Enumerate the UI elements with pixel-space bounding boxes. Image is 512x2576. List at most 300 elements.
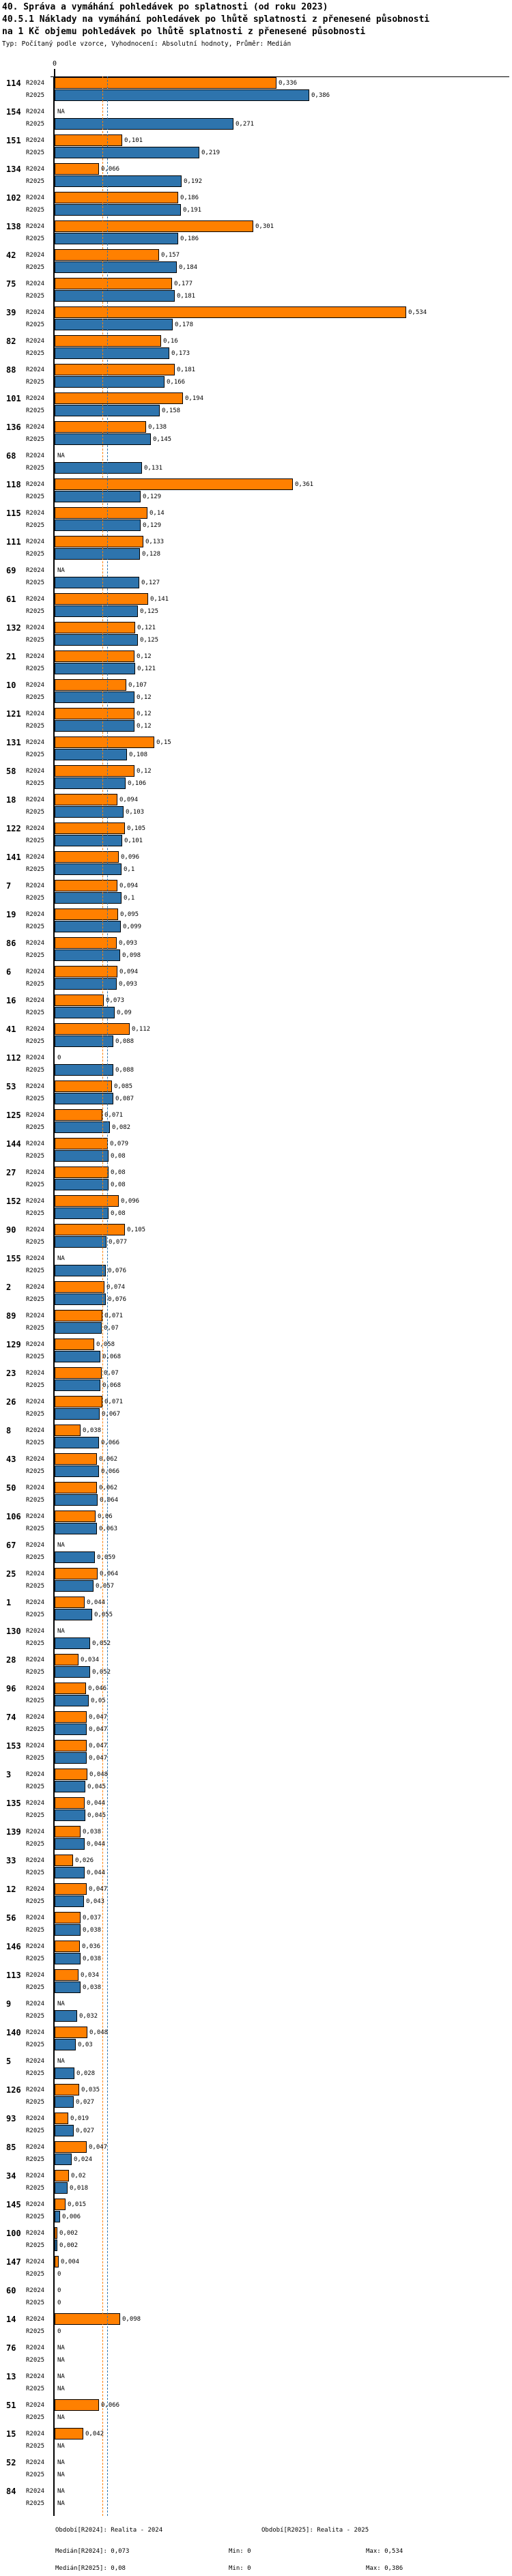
bar-r2024 (55, 1912, 81, 1923)
series-label: R2025 (26, 2070, 45, 2077)
category-label: 6 (6, 967, 12, 977)
bar-r2025 (55, 1637, 90, 1649)
value-label: 0,038 (83, 1984, 102, 1991)
max-r2025: Max: 0,386 (366, 2565, 403, 2572)
value-label: 0,068 (102, 1382, 122, 1389)
category-label: 106 (6, 1512, 21, 1521)
category-label: 152 (6, 1197, 21, 1206)
series-label: R2024 (26, 1370, 45, 1377)
series-label: R2024 (26, 2029, 45, 2036)
category-label: 12 (6, 1885, 16, 1894)
value-label: 0,063 (99, 1526, 118, 1532)
series-label: R2025 (26, 2328, 45, 2335)
value-label: 0,094 (119, 797, 139, 803)
series-label: R2024 (26, 2001, 45, 2007)
value-label: 0,108 (129, 752, 148, 758)
value-label: 0,038 (83, 1427, 102, 1434)
series-label: R2024 (26, 911, 45, 918)
value-label: 0,12 (137, 694, 152, 701)
bar-r2025 (55, 2153, 72, 2165)
category-label: 86 (6, 939, 16, 948)
series-label: R2025 (26, 809, 45, 816)
series-label: R2024 (26, 2287, 45, 2294)
bar-r2025 (55, 233, 178, 244)
value-label: 0,002 (59, 2242, 79, 2249)
bar-r2024 (55, 478, 293, 490)
value-label: 0,08 (111, 1182, 126, 1188)
category-label: 139 (6, 1827, 21, 1837)
bar-r2025 (55, 1924, 81, 1936)
value-label: 0,045 (87, 1784, 106, 1790)
bar-r2024 (55, 1425, 81, 1436)
bar-r2025 (55, 1695, 89, 1706)
category-label: 39 (6, 308, 16, 317)
series-label: R2025 (26, 1898, 45, 1905)
value-label: 0,194 (185, 395, 204, 402)
bar-r2024 (55, 421, 146, 433)
bar-r2025 (55, 319, 173, 330)
series-label: R2024 (26, 1685, 45, 1692)
category-label: 138 (6, 222, 21, 231)
bar-r2024 (55, 908, 118, 920)
value-label: 0,106 (128, 780, 147, 787)
value-label: 0,036 (82, 1943, 101, 1950)
series-label: R2025 (26, 1812, 45, 1819)
series-label: R2024 (26, 2402, 45, 2409)
bar-r2025 (55, 147, 199, 158)
series-label: R2025 (26, 666, 45, 672)
category-label: 3 (6, 1770, 12, 1779)
category-label: 61 (6, 595, 16, 604)
series-label: R2025 (26, 350, 45, 357)
series-label: R2025 (26, 207, 45, 214)
value-label: 0,386 (311, 92, 330, 99)
series-label: R2025 (26, 2357, 45, 2364)
bar-r2024 (55, 1941, 80, 1952)
series-label: R2024 (26, 969, 45, 975)
value-label: 0,052 (92, 1640, 111, 1647)
series-label: R2025 (26, 1612, 45, 1618)
bar-r2025 (55, 1580, 94, 1592)
series-label: R2025 (26, 579, 45, 586)
series-label: R2025 (26, 981, 45, 988)
category-label: 5 (6, 2057, 12, 2066)
bar-r2025 (55, 1064, 113, 1076)
bar-r2024 (55, 1511, 96, 1522)
category-label: 69 (6, 566, 16, 575)
category-label: 151 (6, 136, 21, 145)
series-label: R2025 (26, 780, 45, 787)
series-label: R2024 (26, 1857, 45, 1864)
bar-r2025 (55, 663, 135, 674)
series-label: R2024 (26, 80, 45, 87)
bar-r2025 (55, 1494, 98, 1506)
value-label: 0,038 (83, 1829, 102, 1835)
category-label: 27 (6, 1168, 16, 1177)
bar-r2025 (55, 1523, 97, 1534)
bar-r2025 (55, 1322, 102, 1334)
category-label: 147 (6, 2257, 21, 2267)
bar-r2025 (55, 1179, 109, 1190)
series-label: R2024 (26, 1083, 45, 1090)
value-label: 0,015 (68, 2201, 87, 2208)
bar-r2025 (55, 1723, 87, 1735)
value-label: 0,096 (121, 854, 140, 861)
value-label: 0,076 (108, 1296, 127, 1303)
bar-r2025 (55, 1150, 109, 1162)
series-label: R2024 (26, 539, 45, 545)
value-label: 0,028 (76, 2070, 96, 2077)
value-label: 0,059 (97, 1554, 116, 1561)
series-label: R2024 (26, 854, 45, 861)
value-label: 0,138 (148, 424, 167, 431)
series-label: R2024 (26, 1657, 45, 1663)
series-label: R2025 (26, 522, 45, 529)
bar-r2024 (55, 1023, 130, 1035)
value-label: 0,08 (111, 1169, 126, 1176)
bar-r2024 (55, 1453, 97, 1465)
series-label: R2024 (26, 1628, 45, 1635)
series-label: R2024 (26, 2144, 45, 2151)
series-label: R2025 (26, 1268, 45, 1274)
value-label: 0,062 (99, 1456, 118, 1463)
category-label: 15 (6, 2429, 16, 2439)
chart-title-line2: 40.5.1 Náklady na vymáhání pohledávek po lhůtě splatnosti z přenesené působnosti (2, 14, 430, 25)
series-label: R2025 (26, 1927, 45, 1934)
value-label: 0,02 (71, 2173, 86, 2179)
category-label: 33 (6, 1856, 16, 1865)
series-label: R2024 (26, 309, 45, 316)
value-label: 0,037 (83, 1915, 102, 1921)
series-label: R2025 (26, 1182, 45, 1188)
category-label: 19 (6, 910, 16, 919)
series-label: R2024 (26, 137, 45, 144)
value-label: 0,08 (111, 1210, 126, 1217)
bar-r2025 (55, 491, 141, 502)
bar-r2024 (55, 1138, 108, 1149)
bar-r2024 (55, 278, 172, 289)
value-label: 0,047 (89, 1714, 108, 1721)
value-label: 0,038 (83, 1927, 102, 1934)
bar-r2024 (55, 994, 104, 1006)
bar-r2025 (55, 261, 177, 273)
series-label: R2025 (26, 1841, 45, 1848)
bar-r2025 (55, 1379, 100, 1391)
series-label: R2025 (26, 321, 45, 328)
series-label: R2024 (26, 682, 45, 689)
na-label: NA (57, 2472, 65, 2478)
series-label: R2025 (26, 924, 45, 930)
series-label: R2024 (26, 510, 45, 517)
value-label: 0,048 (89, 1771, 109, 1778)
series-label: R2024 (26, 2459, 45, 2466)
category-label: 21 (6, 652, 16, 661)
bar-r2024 (55, 1683, 86, 1694)
value-label: 0,076 (108, 1268, 127, 1274)
bar-r2025 (55, 1953, 81, 1964)
series-label: R2025 (26, 1296, 45, 1303)
bar-r2025 (55, 519, 141, 531)
value-label: 0,066 (101, 2402, 120, 2409)
value-label: 0 (57, 2328, 61, 2335)
category-label: 28 (6, 1655, 16, 1665)
series-label: R2024 (26, 1571, 45, 1577)
bar-r2024 (55, 507, 147, 519)
series-label: R2025 (26, 1526, 45, 1532)
category-label: 114 (6, 78, 21, 88)
category-label: 131 (6, 738, 21, 747)
value-label: 0,042 (85, 2431, 104, 2437)
bar-r2024 (55, 2084, 79, 2095)
bar-r2025 (55, 1609, 92, 1620)
value-label: 0,074 (106, 1284, 126, 1291)
series-label: R2025 (26, 2128, 45, 2134)
bar-r2025 (55, 1895, 84, 1907)
value-label: 0,06 (98, 1513, 113, 1520)
bar-r2025 (55, 2096, 74, 2108)
value-label: 0,12 (137, 653, 152, 660)
value-label: 0,044 (87, 1841, 106, 1848)
series-label: R2024 (26, 625, 45, 631)
value-label: 0,082 (112, 1124, 131, 1131)
category-label: 132 (6, 623, 21, 633)
series-label: R2024 (26, 481, 45, 488)
series-label: R2024 (26, 797, 45, 803)
value-label: 0,1 (124, 895, 135, 902)
category-label: 51 (6, 2401, 16, 2410)
value-label: 0,186 (180, 195, 199, 201)
series-label: R2025 (26, 1325, 45, 1332)
category-label: 9 (6, 1999, 12, 2009)
series-label: R2025 (26, 436, 45, 443)
series-label: R2024 (26, 2345, 45, 2351)
category-label: 26 (6, 1397, 16, 1407)
series-label: R2024 (26, 1341, 45, 1348)
value-label: 0,066 (101, 1440, 120, 1446)
series-label: R2024 (26, 997, 45, 1004)
category-label: 135 (6, 1799, 21, 1808)
value-label: 0,044 (87, 1599, 106, 1606)
bar-r2025 (55, 1981, 81, 1993)
series-label: R2025 (26, 2443, 45, 2450)
series-label: R2025 (26, 2271, 45, 2278)
bar-r2024 (55, 593, 148, 605)
series-label: R2024 (26, 252, 45, 259)
value-label: 0,085 (114, 1083, 133, 1090)
series-label: R2024 (26, 1313, 45, 1319)
category-label: 8 (6, 1426, 12, 1435)
value-label: 0,301 (255, 223, 274, 230)
bar-r2024 (55, 1339, 94, 1350)
bar-r2024 (55, 736, 154, 748)
value-label: 0,09 (117, 1010, 132, 1016)
series-label: R2025 (26, 1124, 45, 1131)
series-label: R2024 (26, 2230, 45, 2237)
series-label: R2024 (26, 1943, 45, 1950)
series-label: R2024 (26, 424, 45, 431)
series-label: R2025 (26, 1354, 45, 1360)
legend-item-r2025: Období[R2025]: Realita - 2025 (261, 2527, 369, 2534)
bar-r2024 (55, 392, 183, 404)
value-label: 0,048 (89, 2029, 109, 2036)
chart-subtitle: Typ: Počítaný podle vzorce, Vyhodnocení: Absolutní hodnoty, Průměr: Medián (2, 40, 291, 48)
bar-r2025 (55, 605, 138, 617)
category-label: 41 (6, 1025, 16, 1034)
series-label: R2025 (26, 293, 45, 300)
category-label: 52 (6, 2458, 16, 2467)
series-label: R2024 (26, 739, 45, 746)
category-label: 58 (6, 767, 16, 776)
bar-r2024 (55, 1597, 85, 1608)
category-label: 130 (6, 1627, 21, 1636)
category-label: 122 (6, 824, 21, 833)
series-label: R2024 (26, 1771, 45, 1778)
series-label: R2024 (26, 1886, 45, 1893)
value-label: 0,181 (177, 293, 196, 300)
bar-r2025 (55, 1007, 115, 1018)
na-label: NA (57, 2414, 65, 2421)
category-label: 113 (6, 1971, 21, 1980)
category-label: 2 (6, 1283, 12, 1292)
category-label: 67 (6, 1541, 16, 1550)
category-label: 101 (6, 394, 21, 403)
bar-r2025 (55, 2211, 60, 2222)
series-label: R2025 (26, 838, 45, 844)
value-label: 0,019 (70, 2115, 89, 2122)
category-label: 111 (6, 537, 21, 547)
value-label: 0 (57, 1055, 61, 1061)
value-label: 0,047 (89, 1886, 108, 1893)
category-label: 146 (6, 1942, 21, 1951)
series-label: R2024 (26, 1055, 45, 1061)
value-label: 0,125 (140, 608, 159, 615)
series-label: R2024 (26, 768, 45, 775)
series-label: R2025 (26, 1870, 45, 1876)
bar-r2024 (55, 1883, 87, 1895)
series-label: R2025 (26, 2300, 45, 2306)
value-label: 0,044 (87, 1870, 106, 1876)
value-label: 0,035 (81, 2087, 100, 2093)
bar-r2024 (55, 364, 175, 375)
value-label: 0,112 (132, 1026, 151, 1033)
value-label: 0,107 (128, 682, 147, 689)
value-label: 0,121 (137, 666, 156, 672)
bar-r2024 (55, 2113, 68, 2124)
category-label: 140 (6, 2028, 21, 2037)
category-label: 25 (6, 1569, 16, 1579)
value-label: 0 (57, 2300, 61, 2306)
category-label: 34 (6, 2171, 16, 2181)
bar-r2025 (55, 376, 165, 388)
value-label: 0,024 (74, 2156, 93, 2163)
axis-zero-tick-label: 0 (52, 60, 57, 68)
series-label: R2025 (26, 2156, 45, 2163)
series-label: R2024 (26, 367, 45, 373)
bar-r2024 (55, 2428, 83, 2439)
value-label: 0,043 (86, 1898, 105, 1905)
series-label: R2025 (26, 1411, 45, 1418)
value-label: 0,099 (123, 924, 142, 930)
series-label: R2024 (26, 223, 45, 230)
bar-r2025 (55, 175, 182, 187)
bar-r2024 (55, 2170, 69, 2181)
bar-r2024 (55, 880, 117, 891)
value-label: 0,125 (140, 637, 159, 644)
value-label: 0,129 (143, 522, 162, 529)
bar-r2025 (55, 1236, 106, 1248)
value-label: 0,052 (92, 1669, 111, 1676)
na-label: NA (57, 2373, 65, 2380)
series-label: R2025 (26, 1984, 45, 1991)
bar-r2024 (55, 1855, 73, 1866)
bar-r2024 (55, 1109, 102, 1121)
series-label: R2024 (26, 2373, 45, 2380)
category-label: 126 (6, 2085, 21, 2095)
bar-r2024 (55, 1281, 104, 1293)
series-label: R2024 (26, 1227, 45, 1233)
series-label: R2025 (26, 235, 45, 242)
series-label: R2024 (26, 567, 45, 574)
series-label: R2025 (26, 2472, 45, 2478)
series-label: R2024 (26, 1714, 45, 1721)
value-label: 0,095 (120, 911, 139, 918)
category-label: 18 (6, 795, 16, 805)
value-label: 0,064 (100, 1571, 119, 1577)
bar-r2024 (55, 679, 126, 691)
na-label: NA (57, 2459, 65, 2466)
value-label: 0,14 (150, 510, 165, 517)
value-label: 0,098 (122, 2316, 141, 2323)
series-label: R2024 (26, 1198, 45, 1205)
category-label: 75 (6, 279, 16, 289)
series-label: R2024 (26, 2173, 45, 2179)
series-label: R2024 (26, 1972, 45, 1979)
category-label: 7 (6, 881, 12, 891)
bar-r2024 (55, 2256, 59, 2267)
value-label: 0,12 (137, 768, 152, 775)
series-label: R2024 (26, 1599, 45, 1606)
na-label: NA (57, 1542, 65, 1549)
category-label: 82 (6, 337, 16, 346)
bar-r2025 (55, 1265, 106, 1276)
series-label: R2025 (26, 723, 45, 730)
value-label: 0,181 (177, 367, 196, 373)
value-label: 0,05 (91, 1698, 106, 1704)
value-label: 0,068 (102, 1354, 122, 1360)
bar-r2025 (55, 806, 124, 818)
series-label: R2025 (26, 1669, 45, 1676)
bar-r2025 (55, 2010, 77, 2022)
series-label: R2025 (26, 637, 45, 644)
series-label: R2024 (26, 1829, 45, 1835)
series-label: R2024 (26, 1255, 45, 1262)
category-label: 155 (6, 1254, 21, 1263)
value-label: 0,002 (59, 2230, 79, 2237)
series-label: R2024 (26, 1915, 45, 1921)
median-r2025: Medián[R2025]: 0,08 (55, 2565, 126, 2572)
value-label: 0,157 (161, 252, 180, 259)
legend-item-r2024: Období[R2024]: Realita - 2024 (55, 2527, 163, 2534)
value-label: 0,067 (102, 1411, 121, 1418)
category-label: 112 (6, 1053, 21, 1063)
series-label: R2024 (26, 1399, 45, 1405)
value-label: 0,103 (126, 809, 145, 816)
bar-r2024 (55, 851, 119, 863)
category-label: 16 (6, 996, 16, 1005)
category-label: 145 (6, 2200, 21, 2209)
value-label: 0,127 (141, 579, 160, 586)
bar-r2025 (55, 777, 126, 789)
